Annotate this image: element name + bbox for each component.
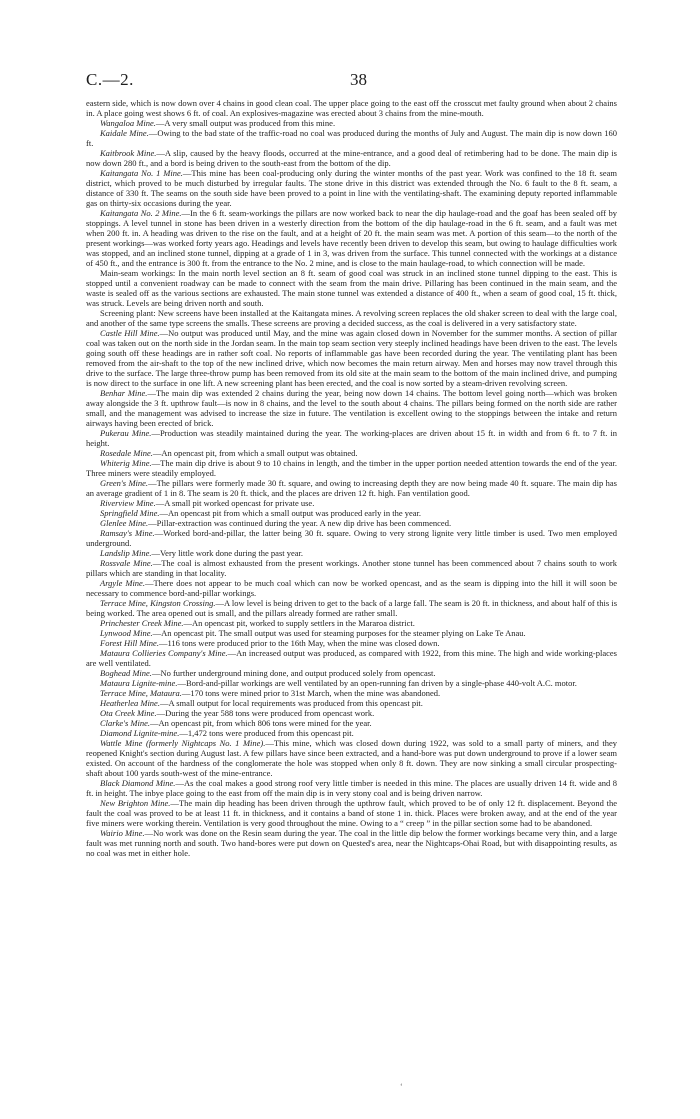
mine-name: Benhar Mine. [100,388,148,398]
report-paragraph [86,778,617,798]
mine-name: Rosedale Mine. [100,448,153,458]
document-reference: C.—2. [86,70,134,89]
paragraph-text: —The main dip drive is about 9 to 10 chains in length, and the timber in the upper portion needed attention towards the end of the year. Three miners were steadily employed. [86,458,617,478]
report-paragraph [86,328,617,388]
mine-name: Heatherlea Mine. [100,698,160,708]
paragraph-text: —A low level is being driven to get to the back of a large fall. The seam is 20 ft. in thickness, and about half of this is being worked. The area opened out is small, and the pillars already formed are rather small. [86,598,618,618]
paragraph-text: —Worked bord-and-pillar, the latter being 30 ft. square. Owing to very strong lignite very little timber is used. Two men employed underground. [86,528,617,548]
mine-name: Wairio Mine. [100,828,145,838]
report-paragraph [86,728,617,738]
mine-name: Riverview Mine. [100,498,156,508]
paragraph-text: —Production was steadily maintained during the year. The working-places are driven about 15 ft. in width and from 6 ft. to 7 ft. in height. [86,428,617,448]
report-paragraph [86,128,617,148]
report-paragraph [86,638,617,648]
mine-name: Argyle Mine. [100,578,145,588]
report-paragraph [86,558,617,578]
mine-name: Castle Hill Mine. [100,328,160,338]
paragraph-text: —Owing to the bad state of the traffic-road no coal was produced during the months of July and August. The main dip is now down 160 ft. [86,128,617,148]
report-paragraph [86,428,617,448]
report-paragraph [86,798,617,828]
mine-name: Diamond Lignite-mine. [100,728,180,738]
mine-name: Terrace Mine, Mataura. [100,688,182,698]
report-paragraph [86,498,617,508]
report-paragraph [86,508,617,518]
mine-name: Wangaloa Mine. [100,118,156,128]
mine-name: Princhester Creek Mine. [100,618,184,628]
paragraph-text: —The main dip heading has been driven through the upthrow fault, which proved to be of only 12 ft. displacement. Beyond the fault the coal was proved to be at least 11 ft. in thickness, and it contains a band of stone 1 in. thick. Places were broken away, and at the end of the year five miners were working therein. Ventilation is very good throughout the mine. Owing to a “ creep ” in the pillar section some had to be abandoned. [86,798,617,828]
paragraph-text: —A small output for local requirements was produced from this opencast pit. [159,698,423,708]
paragraph-text: —170 tons were mined prior to 31st March, when the mine was abandoned. [181,688,441,698]
mine-name: Pukerau Mine. [100,428,152,438]
mine-name: Mataura Lignite-mine. [100,678,178,688]
report-paragraph [86,478,617,498]
mine-name: Lynwood Mine. [100,628,153,638]
report-paragraph [86,828,617,858]
report-paragraph [86,208,617,268]
ink-mark: ‘ [400,1082,403,1091]
page-number: 38 [350,70,367,89]
report-paragraph [86,718,617,728]
report-paragraph [86,698,617,708]
paragraph-text: —Pillar-extraction was continued during the year. A new dip drive has been commenced. [148,518,452,528]
report-paragraph [86,618,617,628]
report-paragraph [86,448,617,458]
paragraph-text: —No work was done on the Resin seam during the year. The coal in the little dip below the former workings became very thin, and a large fault was met running north and south. Two hand-bores were put down on Quested's area, near the Nightcaps-Ohai Road, but with disappointing results, as no coal was met in either hole. [86,828,618,858]
mine-name: Landslip Mine. [100,548,152,558]
report-paragraph [86,668,617,678]
report-paragraph [86,548,617,558]
paragraph-text: —A very small output was produced from this mine. [155,118,336,128]
mine-name: Whiterig Mine. [100,458,152,468]
paragraph-text: —An increased output was produced, as compared with 1922, from this mine. The high and wide working-places are well ventilated. [86,648,617,668]
report-body [86,98,617,858]
report-paragraph [86,678,617,688]
paragraph-text: Screening plant: New screens have been installed at the Kaitangata mines. A revolving screen replaces the old shaker screen to deal with the large coal, and another of the same type screens the smalls. These screens are proving a decided success, as the coal is delivered in a very satisfactory state. [86,308,617,328]
paragraph-text: —An opencast pit from which a small output was produced early in the year. [159,508,422,518]
paragraph-text: —This mine, which was closed down during 1922, was sold to a small party of miners, and they reopened Knight's section during August last. A few pillars have since been extracted, and a hand-bore was put down underground to prove if a lower seam existed. On account of the hardness of the conglomerate the hole was stopped when only 8 ft. down. They are now sinking a small circular prospecting-shaft about 100 yards south-west of the mine-entrance. [86,738,617,778]
report-paragraph [86,268,617,308]
report-paragraph [86,148,617,168]
paragraph-text: —Bord-and-pillar workings are well ventilated by an open-running fan driven by a single-phase 440-volt A.C. motor. [177,678,577,688]
paragraph-text: —An opencast pit, worked to supply settlers in the Mararoa district. [183,618,415,628]
report-paragraph [86,388,617,428]
paragraph-text: —A slip, caused by the heavy floods, occurred at the mine-entrance, and a good deal of retimbering had to be done. The main dip is now down 280 ft., and a bord is being driven to the south-east from the bottom of the dip. [86,148,617,168]
mine-name: Ramsay's Mine. [100,528,155,538]
paragraph-text: —No further underground mining done, and output produced solely from opencast. [151,668,436,678]
page-header [86,70,614,92]
paragraph-text: —The coal is almost exhausted from the present workings. Another stone tunnel has been commenced about 7 chains south to work pillars which are standing in that locality. [86,558,617,578]
mine-name: Rossvale Mine. [100,558,153,568]
mine-name: Mataura Collieries Company's Mine. [100,648,228,658]
report-paragraph [86,628,617,638]
report-paragraph [86,118,617,128]
paragraph-text: —The pillars were formerly made 30 ft. square, and owing to increasing depth they are now being made 40 ft. square. The main dip has an average gradient of 1 in 8. The seam is 20 ft. thick, and the places are driven 12 ft. high. Fan ventilation good. [86,478,617,498]
paragraph-text: eastern side, which is now down over 4 chains in good clean coal. The upper place going to the east off the crosscut met faulty ground when about 2 chains in. A place going west shows 6 ft. of coal. An explosives-magazine was erected about 3 chains from the mine-mouth. [86,98,617,118]
report-paragraph [86,98,617,118]
paragraph-text: —No output was produced until May, and the mine was again closed down in November for the summer months. A section of pillar coal was taken out on the north side in the Jordan seam. In the main top seam section very steeply inclined headings have been driven to the east. The levels going south off these headings are in rather soft coal. No reports of inflammable gas have been recorded during the year. The ventilating plant has been removed from the air-shaft to the top of the new inclined drive, which now becomes the main return airway. Men and horses may now travel through this drive to the surface. The large three-throw pump has been removed from its old site at the main seam to the bottom of the main inclined drive, and pumping is now direct to the surface in one lift. A new screening plant has been erected, and the coal is now sorted by a steam-driven revolving screen. [86,328,617,388]
paragraph-text: —As the coal makes a good strong roof very little timber is needed in this mine. The places are usually driven 14 ft. wide and 8 ft. in height. The inbye place going to the east from off the main dip is in very stony coal and is being driven narrow. [86,778,617,798]
paragraph-text: —An opencast pit, from which 806 tons were mined for the year. [149,718,372,728]
paragraph-text: —1,472 tons were produced from this opencast pit. [179,728,354,738]
mine-name: Black Diamond Mine. [100,778,176,788]
report-paragraph [86,578,617,598]
paragraph-text: —There does not appear to be much coal which can now be worked opencast, and as the seam is dipping into the hill it will soon be necessary to commence bord-and-pillar workings. [86,578,617,598]
mine-name: Forest Hill Mine. [100,638,159,648]
report-paragraph [86,518,617,528]
paragraph-text: —In the 6 ft. seam-workings the pillars are now worked back to near the dip haulage-road and the goaf has been sealed off by stoppings. A level tunnel in stone has been driven in a westerly direction from the bottom of the dip haulage-road in the 6 ft. seam, and a fault was met when 200 ft. in. A heading was driven to the rise on the fault, and at a height of 20 ft. the main seam was met. A portion of this seam—to the north of the present workings—was worked forty years ago. Headings and levels have recently been driven to develop this seam, but owing to haulage difficulties work was stopped, and an inclined stone tunnel, dipping at a grade of 1 in 3, was driven from the surface. This tunnel connected with the workings at a distance of 450 ft., and the entrance is 300 ft. from the entrance to the No. 2 mine, and is close to the main haulage-road, to which connection will be made. [86,208,617,268]
mine-name: Glenlee Mine. [100,518,149,528]
paragraph-text: —During the year 588 tons were produced from opencast work. [156,708,375,718]
mine-name: Kaidale Mine. [100,128,149,138]
paragraph-text: —A small pit worked opencast for private use. [155,498,315,508]
mine-name: Kaitbrook Mine. [100,148,157,158]
mine-name: Terrace Mine, Kingston Crossing. [100,598,216,608]
report-paragraph [86,688,617,698]
mine-name: Kaitangata No. 2 Mine. [100,208,182,218]
report-paragraph [86,168,617,208]
paragraph-text: —An opencast pit, from which a small output was obtained. [152,448,358,458]
report-paragraph [86,648,617,668]
paragraph-text: —This mine has been coal-producing only during the winter months of the past year. Work was confined to the 18 ft. seam district, which proved to be much disturbed by irregular faults. The stone drive in this district was extended through the No. 6 fault to the 8 ft. seam, a distance of 330 ft. The seams on the south side have been proved to a point in line with the ventilating-shaft. The examining deputy reported inflammable gas on thirty-six occasions during the year. [86,168,618,208]
mine-name: Boghead Mine. [100,668,152,678]
report-paragraph [86,308,617,328]
paragraph-text: Main-seam workings: In the main north level section an 8 ft. seam of good coal was struck in an inclined stone tunnel dipping to the east. This is stopped until a convenient roadway can be made to connect with the seam from the main drive. Pillaring has been continued in the main seam, and the waste is sealed off as the various sections are exhausted. The main stone tunnel was extended a distance of 400 ft., when a seam of good coal, 15 ft. thick, was struck. Levels are being driven north and south. [86,268,617,308]
report-paragraph [86,528,617,548]
mine-name: Kaitangata No. 1 Mine. [100,168,183,178]
report-paragraph [86,458,617,478]
paragraph-text: —116 tons were produced prior to the 16th May, when the mine was closed down. [158,638,440,648]
mine-name: New Brighton Mine. [100,798,171,808]
paragraph-text: —An opencast pit. The small output was used for steaming purposes for the steamer plying on Lake Te Anau. [152,628,526,638]
report-paragraph [86,598,617,618]
report-paragraph [86,708,617,718]
mine-name: Green's Mine. [100,478,149,488]
paragraph-text: —Very little work done during the past year. [151,548,304,558]
paragraph-text: —The main dip was extended 2 chains during the year, being now down 14 chains. The bottom level going north—which was broken away alongside the 3 ft. upthrow fault—is now in 8 chains, and the level to the south about 4 chains. The pillars being formed on the north side are rather small, and the management was advised to increase the size in future. The ventilation is excellent owing to the stoppings between the intake and return airways having been erected of brick. [86,388,617,428]
mine-name: Ota Creek Mine. [100,708,157,718]
mine-name: Clarke's Mine. [100,718,150,728]
mine-name: Springfield Mine. [100,508,160,518]
mine-name: Wattle Mine (formerly Nightcaps No. 1 Mine). [100,738,266,748]
report-paragraph [86,738,617,778]
